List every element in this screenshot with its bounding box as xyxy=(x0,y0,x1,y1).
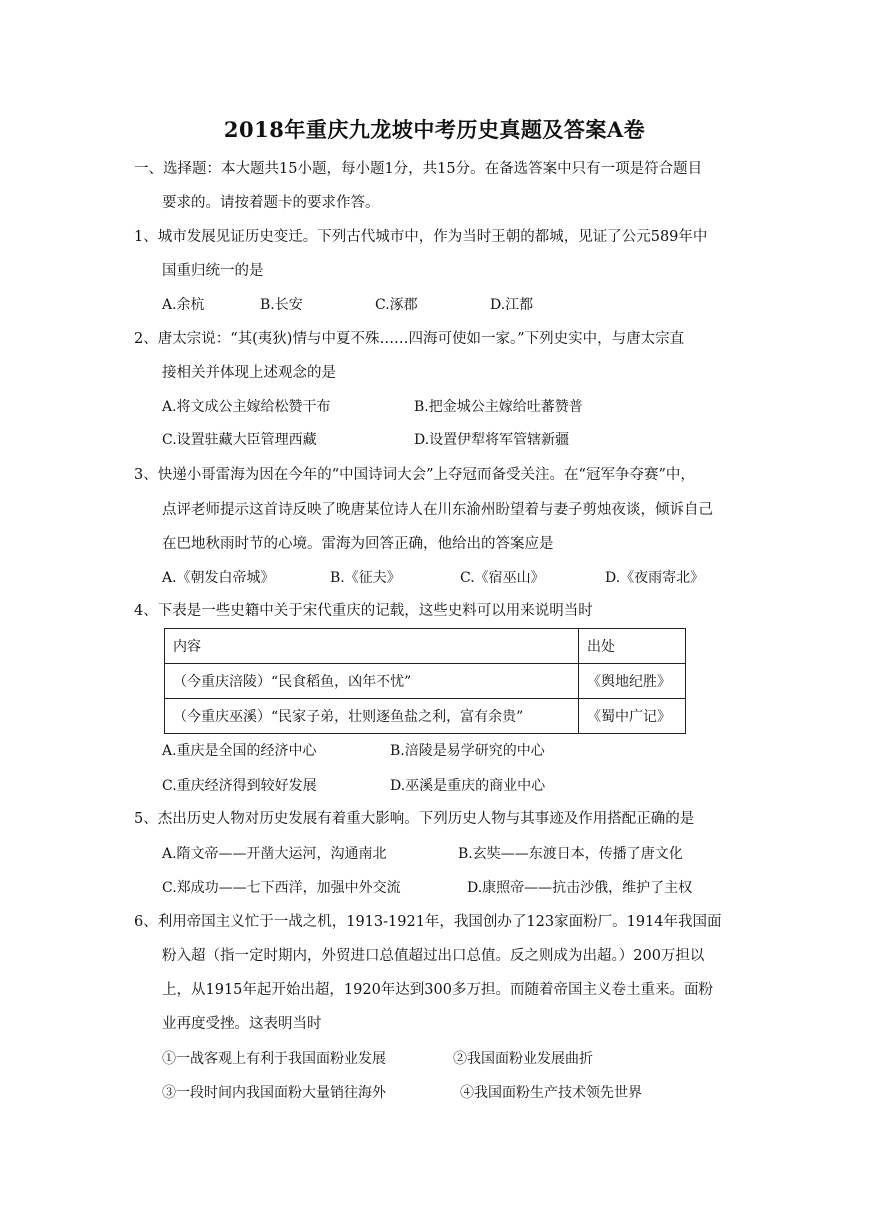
table-row xyxy=(165,699,686,734)
document-title: 2018年重庆九龙坡中考历史真题及答案A卷 xyxy=(223,117,646,142)
table-header-row xyxy=(165,629,686,664)
q4-source-table xyxy=(164,628,686,734)
q2-stem-line-2: 接相关并体现上述观念的是 xyxy=(162,365,336,381)
q5-option-d: D.康照帝——抗击沙俄，维护了主权 xyxy=(467,880,693,896)
section-instruction-line-1: 一、选择题：本大题共15小题，每小题1分，共15分。在备选答案中只有一项是符合题目 xyxy=(134,161,703,177)
q1-option-c: C.涿郡 xyxy=(375,297,418,313)
table-header-content: 内容 xyxy=(165,629,579,664)
q6-stem-line-4: 业再度受挫。这表明当时 xyxy=(162,1016,322,1032)
q3-option-b: B.《征夫》 xyxy=(330,570,401,586)
q6-statement-1: ①一战客观上有利于我国面粉业发展 xyxy=(162,1051,386,1067)
q3-option-a: A.《朝发白帝城》 xyxy=(162,570,275,586)
q2-option-d: D.设置伊犁将军管辖新疆 xyxy=(414,432,570,448)
q4-option-d: D.巫溪是重庆的商业中心 xyxy=(390,778,546,794)
table-cell-source: 《蜀中广记》 xyxy=(579,699,686,734)
q3-option-d: D.《夜雨寄北》 xyxy=(605,570,705,586)
q1-stem-line-1: 1、城市发展见证历史变迁。下列古代城市中，作为当时王朝的都城，见证了公元589年中 xyxy=(134,229,708,245)
q1-option-d: D.江都 xyxy=(490,297,534,313)
q2-option-c: C.设置驻藏大臣管理西藏 xyxy=(162,432,317,448)
q5-stem-line-1: 5、杰出历史人物对历史发展有着重大影响。下列历史人物与其事迹及作用搭配正确的是 xyxy=(134,811,695,827)
q4-option-b: B.涪陵是易学研究的中心 xyxy=(390,743,545,759)
q2-option-b: B.把金城公主嫁给吐蕃赞普 xyxy=(414,399,583,415)
table-cell-source: 《舆地纪胜》 xyxy=(579,664,686,699)
q1-stem-line-2: 国重归统一的是 xyxy=(162,263,264,279)
q5-option-b: B.玄奘——东渡日本，传播了唐文化 xyxy=(458,846,683,862)
q6-statement-3: ③一段时间内我国面粉大量销往海外 xyxy=(162,1085,386,1101)
q1-option-b: B.长安 xyxy=(260,297,303,313)
table-cell-content: （今重庆涪陵）“民食稻鱼，凶年不忧” xyxy=(165,664,579,699)
q6-statement-4: ④我国面粉生产技术领先世界 xyxy=(460,1085,642,1101)
q5-option-c: C.郑成功——七下西洋，加强中外交流 xyxy=(162,880,401,896)
table-row xyxy=(165,664,686,699)
q4-option-a: A.重庆是全国的经济中心 xyxy=(162,743,317,759)
q4-option-c: C.重庆经济得到较好发展 xyxy=(162,778,317,794)
table-cell-content: （今重庆巫溪）“民家子弟，壮则逐鱼盐之利，富有余贵” xyxy=(165,699,579,734)
q6-stem-line-1: 6、利用帝国主义忙于一战之机，1913-1921年，我国创办了123家面粉厂。1914年我国面 xyxy=(134,914,722,930)
table-header-source: 出处 xyxy=(579,629,686,664)
q1-option-a: A.余杭 xyxy=(162,297,205,313)
q6-stem-line-2: 粉入超（指一定时期内，外贸进口总值超过出口总值。反之则成为出超。）200万担以 xyxy=(162,948,705,964)
q2-stem-line-1: 2、唐太宗说：“其(夷狄)情与中夏不殊……四海可使如一家。”下列史实中，与唐太宗直 xyxy=(134,331,685,347)
q3-option-c: C.《宿巫山》 xyxy=(460,570,545,586)
q6-statement-2: ②我国面粉业发展曲折 xyxy=(453,1051,593,1067)
q2-option-a: A.将文成公主嫁给松赞干布 xyxy=(162,399,331,415)
q3-stem-line-1: 3、快递小哥雷海为因在今年的“中国诗词大会”上夺冠而备受关注。在“冠军争夺赛”中， xyxy=(134,467,695,483)
q3-stem-line-2: 点评老师提示这首诗反映了晚唐某位诗人在川东渝州盼望着与妻子剪烛夜谈，倾诉自己 xyxy=(162,502,713,518)
q4-stem-line-1: 4、下表是一些史籍中关于宋代重庆的记载，这些史料可以用来说明当时 xyxy=(134,603,593,619)
q5-option-a: A.隋文帝——开凿大运河，沟通南北 xyxy=(162,846,387,862)
section-instruction-line-2: 要求的。请按着题卡的要求作答。 xyxy=(162,195,380,211)
q3-stem-line-3: 在巴地秋雨时节的心境。雷海为回答正确，他给出的答案应是 xyxy=(162,536,554,552)
q6-stem-line-3: 上，从1915年起开始出超，1920年达到300多万担。而随着帝国主义卷土重来。面粉 xyxy=(162,982,713,998)
